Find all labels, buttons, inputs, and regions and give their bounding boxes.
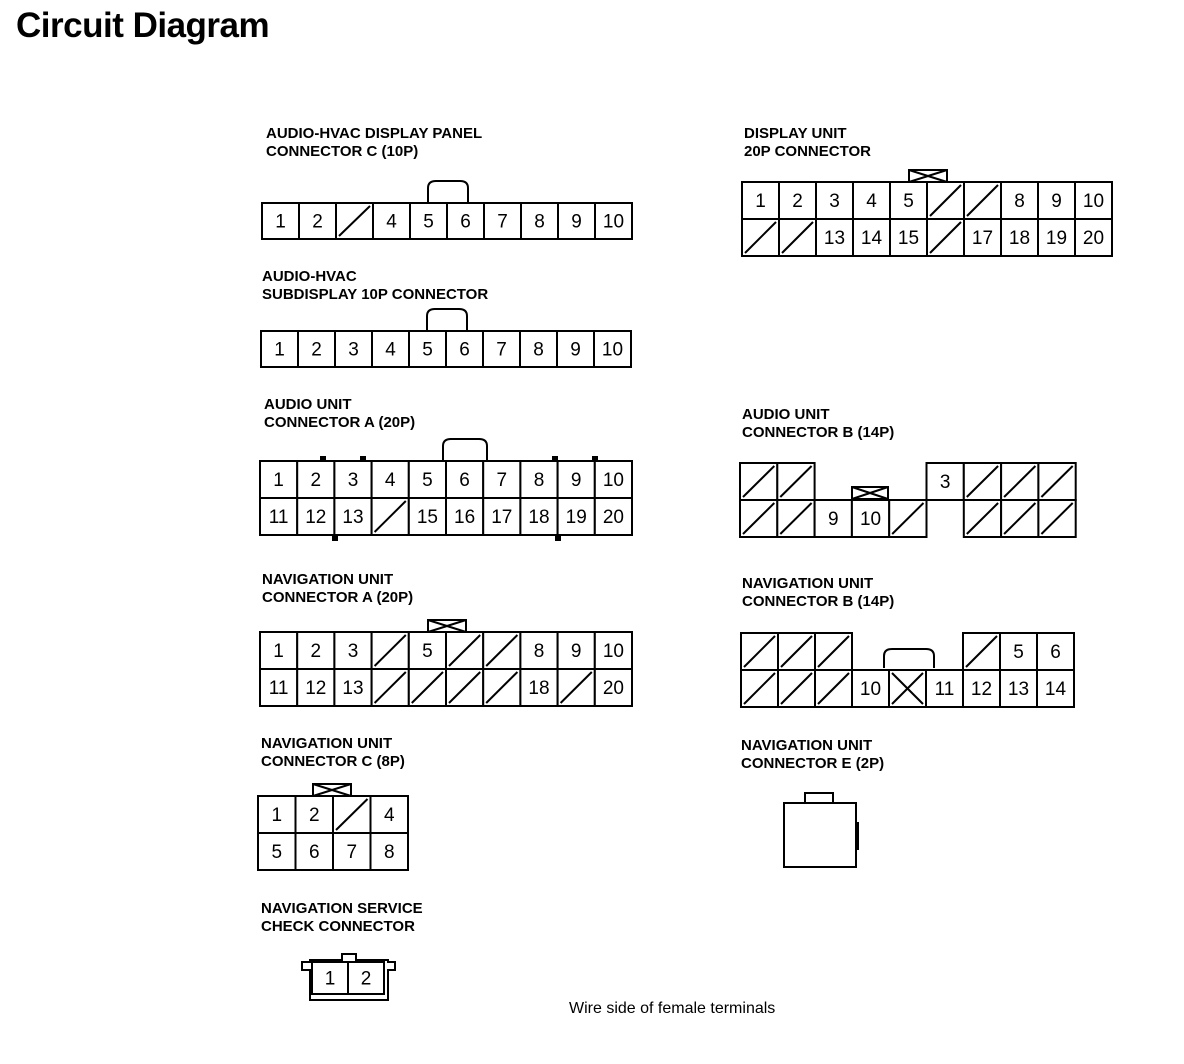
nav-a-pin	[297, 632, 334, 669]
svg-text:1: 1	[755, 191, 766, 212]
display-unit-pin	[1075, 219, 1112, 256]
label-display-unit: DISPLAY UNIT 20P CONNECTOR	[744, 125, 871, 160]
svg-text:20: 20	[602, 507, 624, 528]
svg-text:3: 3	[829, 191, 840, 212]
audio-b-pin	[815, 500, 852, 537]
label-nav-unit-b: NAVIGATION UNIT CONNECTOR B (14P)	[742, 575, 895, 610]
nav-c-pin	[258, 796, 296, 833]
svg-text:20: 20	[602, 678, 624, 699]
svg-text:3: 3	[939, 472, 951, 493]
audio-a-pin	[483, 498, 520, 535]
display-unit-pin	[890, 182, 927, 219]
svg-text:13: 13	[342, 678, 364, 699]
svg-text:16: 16	[454, 507, 476, 528]
svg-text:20: 20	[1082, 228, 1105, 249]
svg-text:8: 8	[533, 470, 545, 491]
nav-b-pin	[1000, 670, 1037, 707]
ahvac-sub-pin	[298, 331, 335, 367]
nav-a-pin	[446, 669, 483, 706]
svg-text:7: 7	[496, 470, 508, 491]
audio-a-pin	[334, 498, 371, 535]
display-unit-pin	[1038, 182, 1075, 219]
page-title: Circuit Diagram	[16, 6, 270, 45]
nav-a-pin	[409, 632, 446, 669]
ahvac-sub-pin	[409, 331, 446, 367]
svg-text:1: 1	[273, 470, 284, 491]
svg-text:5: 5	[422, 470, 433, 491]
ahvac-panel-pin	[484, 203, 521, 239]
audio-b-pin	[1001, 463, 1038, 500]
svg-text:3: 3	[348, 339, 359, 361]
ahvac-panel-pin	[558, 203, 595, 239]
svg-text:10: 10	[1082, 191, 1105, 212]
display-unit-pin	[927, 219, 964, 256]
svg-text:9: 9	[827, 509, 839, 530]
svg-text:10: 10	[859, 509, 882, 530]
audio-b-pin	[777, 463, 814, 500]
nav-b-pin	[741, 633, 778, 670]
nav-c-pin	[371, 796, 409, 833]
svg-text:14: 14	[860, 228, 883, 249]
audio-a-pin	[595, 498, 632, 535]
label-nav-unit-c: NAVIGATION UNIT CONNECTOR C (8P)	[261, 735, 405, 770]
display-unit-pin	[927, 182, 964, 219]
svg-text:7: 7	[346, 842, 358, 863]
svg-text:2: 2	[310, 470, 322, 491]
svg-text:9: 9	[1051, 191, 1062, 212]
svg-text:1: 1	[275, 211, 286, 233]
svg-text:2: 2	[312, 211, 323, 233]
svg-text:4: 4	[866, 191, 877, 212]
ahvac-panel-pin	[336, 203, 373, 239]
svg-text:6: 6	[460, 211, 471, 233]
nav-b-pin	[778, 670, 815, 707]
display-unit-pin	[742, 219, 779, 256]
svg-text:2: 2	[308, 805, 320, 826]
audio-b-pin	[889, 500, 926, 537]
audio-a-pin	[409, 498, 446, 535]
nav-a-pin	[558, 669, 595, 706]
svg-text:10: 10	[602, 641, 624, 662]
svg-text:2: 2	[792, 191, 803, 212]
nav-a-pin	[334, 632, 371, 669]
display-unit-pin	[779, 219, 816, 256]
audio-b-pin	[852, 500, 889, 537]
display-unit-pin	[964, 219, 1001, 256]
audio-b-pin	[1038, 500, 1075, 537]
svg-text:6: 6	[1050, 642, 1061, 663]
lock-tab-icon	[884, 649, 934, 668]
svg-text:4: 4	[384, 470, 396, 491]
svg-text:10: 10	[602, 211, 625, 233]
svg-text:18: 18	[528, 507, 550, 528]
nav-c-pin	[371, 833, 409, 870]
svg-text:5: 5	[422, 339, 433, 361]
audio-a-pin	[297, 461, 334, 498]
svg-text:8: 8	[533, 339, 544, 361]
audio-a-pin	[260, 461, 297, 498]
svg-text:19: 19	[1045, 228, 1068, 249]
audio-a-pin	[595, 461, 632, 498]
display-unit-pin	[1075, 182, 1112, 219]
label-nav-unit-a: NAVIGATION UNIT CONNECTOR A (20P)	[262, 571, 414, 606]
svg-text:13: 13	[1007, 679, 1030, 700]
nav-b-pin	[741, 670, 778, 707]
audio-b-pin	[1038, 463, 1075, 500]
nav-a-pin	[334, 669, 371, 706]
svg-text:11: 11	[268, 678, 289, 699]
svg-text:3: 3	[347, 470, 359, 491]
nav-a-pin	[260, 632, 297, 669]
nav-b-pin	[815, 633, 852, 670]
svg-text:4: 4	[383, 805, 395, 826]
display-unit-pin	[742, 182, 779, 219]
svg-text:7: 7	[497, 211, 508, 233]
svg-text:8: 8	[383, 842, 395, 863]
nav-b-pin	[815, 670, 852, 707]
svg-text:18: 18	[528, 678, 550, 699]
nav-c-pin	[258, 833, 296, 870]
svg-text:17: 17	[971, 228, 994, 249]
nav-b-pin	[852, 670, 889, 707]
display-unit-pin	[779, 182, 816, 219]
svg-text:11: 11	[268, 507, 289, 528]
svg-text:9: 9	[570, 641, 582, 662]
svg-text:1: 1	[273, 641, 284, 662]
svg-text:10: 10	[601, 339, 624, 361]
label-audio-hvac-panel: AUDIO-HVAC DISPLAY PANEL CONNECTOR C (10P)	[266, 125, 483, 160]
audio-a-pin	[372, 498, 409, 535]
svg-text:5: 5	[271, 842, 283, 863]
audio-a-pin	[558, 498, 595, 535]
ahvac-panel-pin	[299, 203, 336, 239]
nav-b-pin	[963, 633, 1000, 670]
svg-text:9: 9	[570, 339, 581, 361]
svg-text:15: 15	[416, 507, 438, 528]
lock-tab-icon	[443, 439, 487, 461]
display-unit-pin	[853, 182, 890, 219]
svg-text:1: 1	[274, 339, 285, 361]
audio-a-pin	[372, 461, 409, 498]
audio-b-pin	[740, 500, 777, 537]
audio-a-pin	[558, 461, 595, 498]
audio-b-pin	[964, 463, 1001, 500]
svg-text:13: 13	[342, 507, 364, 528]
svg-text:12: 12	[305, 507, 327, 528]
label-audio-unit-a: AUDIO UNIT CONNECTOR A (20P)	[264, 396, 416, 431]
svg-text:10: 10	[602, 470, 624, 491]
svg-text:4: 4	[385, 339, 396, 361]
nav-a-pin	[372, 632, 409, 669]
audio-a-pin	[520, 498, 557, 535]
nav-a-pin	[520, 632, 557, 669]
audio-a-pin	[297, 498, 334, 535]
label-nav-service-check: NAVIGATION SERVICE CHECK CONNECTOR	[261, 900, 423, 935]
nav-a-pin	[446, 632, 483, 669]
audio-b-pin	[964, 500, 1001, 537]
nav-a-pin	[595, 669, 632, 706]
ahvac-sub-pin	[557, 331, 594, 367]
svg-text:17: 17	[491, 507, 513, 528]
audio-a-pin	[409, 461, 446, 498]
svg-text:12: 12	[305, 678, 327, 699]
ahvac-panel-pin	[595, 203, 632, 239]
svg-text:19: 19	[565, 507, 587, 528]
lock-tab-icon	[427, 309, 467, 331]
audio-b-pin	[777, 500, 814, 537]
audio-b-pin	[927, 463, 964, 500]
display-unit-pin	[1001, 219, 1038, 256]
nav-c-pin	[296, 833, 334, 870]
display-unit-pin	[853, 219, 890, 256]
svg-text:2: 2	[310, 641, 322, 662]
nav-a-pin	[520, 669, 557, 706]
nav-c-pin	[333, 833, 371, 870]
display-unit-pin	[816, 182, 853, 219]
audio-a-pin	[334, 461, 371, 498]
display-unit-pin	[964, 182, 1001, 219]
nav-service-pin	[348, 962, 384, 994]
display-unit-pin	[816, 219, 853, 256]
svg-text:5: 5	[1013, 642, 1024, 663]
nav-a-pin	[595, 632, 632, 669]
nav-e-body	[784, 803, 856, 867]
ahvac-sub-pin	[261, 331, 298, 367]
audio-a-pin	[260, 498, 297, 535]
svg-text:3: 3	[347, 641, 359, 662]
svg-text:4: 4	[386, 211, 397, 233]
nav-c-pin	[333, 796, 371, 833]
ahvac-sub-pin	[594, 331, 631, 367]
nav-b-pin	[1037, 633, 1074, 670]
label-audio-unit-b: AUDIO UNIT CONNECTOR B (14P)	[742, 406, 895, 441]
footer-note: Wire side of female terminals	[569, 1000, 776, 1017]
nav-service-pin	[312, 962, 348, 994]
display-unit-pin	[1038, 219, 1075, 256]
svg-text:5: 5	[422, 641, 433, 662]
svg-text:15: 15	[897, 228, 920, 249]
ahvac-panel-pin	[521, 203, 558, 239]
svg-text:5: 5	[423, 211, 434, 233]
nav-b-pin	[963, 670, 1000, 707]
ahvac-panel-pin	[410, 203, 447, 239]
display-unit-pin	[1001, 182, 1038, 219]
svg-text:1: 1	[271, 805, 283, 826]
svg-text:7: 7	[496, 339, 507, 361]
nav-b-pin	[1037, 670, 1074, 707]
ahvac-panel-pin	[262, 203, 299, 239]
nav-c-pin	[296, 796, 334, 833]
ahvac-sub-pin	[372, 331, 409, 367]
audio-b-pin	[1001, 500, 1038, 537]
ahvac-sub-pin	[335, 331, 372, 367]
label-audio-hvac-subdisplay: AUDIO-HVAC SUBDISPLAY 10P CONNECTOR	[262, 268, 489, 303]
lock-tab-icon	[428, 181, 468, 203]
svg-text:8: 8	[533, 641, 545, 662]
audio-b-pin	[740, 463, 777, 500]
ahvac-panel-pin	[373, 203, 410, 239]
svg-text:12: 12	[970, 679, 993, 700]
svg-text:14: 14	[1044, 679, 1067, 700]
audio-a-pin	[483, 461, 520, 498]
ahvac-sub-pin	[483, 331, 520, 367]
ahvac-sub-pin	[520, 331, 557, 367]
nav-b-pin	[889, 670, 926, 707]
svg-text:8: 8	[1014, 191, 1025, 212]
audio-a-pin	[446, 498, 483, 535]
svg-text:1: 1	[324, 968, 336, 990]
nav-a-pin	[558, 632, 595, 669]
ahvac-sub-pin	[446, 331, 483, 367]
audio-a-pin	[520, 461, 557, 498]
svg-text:2: 2	[311, 339, 322, 361]
audio-a-pin	[446, 461, 483, 498]
svg-text:9: 9	[570, 470, 582, 491]
svg-text:5: 5	[903, 191, 914, 212]
svg-text:6: 6	[308, 842, 320, 863]
nav-b-pin	[778, 633, 815, 670]
nav-a-pin	[409, 669, 446, 706]
nav-a-pin	[297, 669, 334, 706]
svg-text:6: 6	[459, 339, 470, 361]
nav-a-pin	[260, 669, 297, 706]
nav-a-pin	[372, 669, 409, 706]
svg-text:8: 8	[534, 211, 545, 233]
ahvac-panel-pin	[447, 203, 484, 239]
svg-text:13: 13	[823, 228, 846, 249]
nav-a-pin	[483, 669, 520, 706]
nav-b-pin	[926, 670, 963, 707]
svg-text:9: 9	[571, 211, 582, 233]
display-unit-pin	[890, 219, 927, 256]
nav-b-pin	[1000, 633, 1037, 670]
svg-text:6: 6	[459, 470, 470, 491]
svg-text:11: 11	[934, 679, 955, 700]
nav-a-pin	[483, 632, 520, 669]
svg-text:2: 2	[360, 968, 372, 990]
svg-text:10: 10	[859, 679, 882, 700]
label-nav-unit-e: NAVIGATION UNIT CONNECTOR E (2P)	[741, 737, 885, 772]
svg-text:18: 18	[1008, 228, 1031, 249]
